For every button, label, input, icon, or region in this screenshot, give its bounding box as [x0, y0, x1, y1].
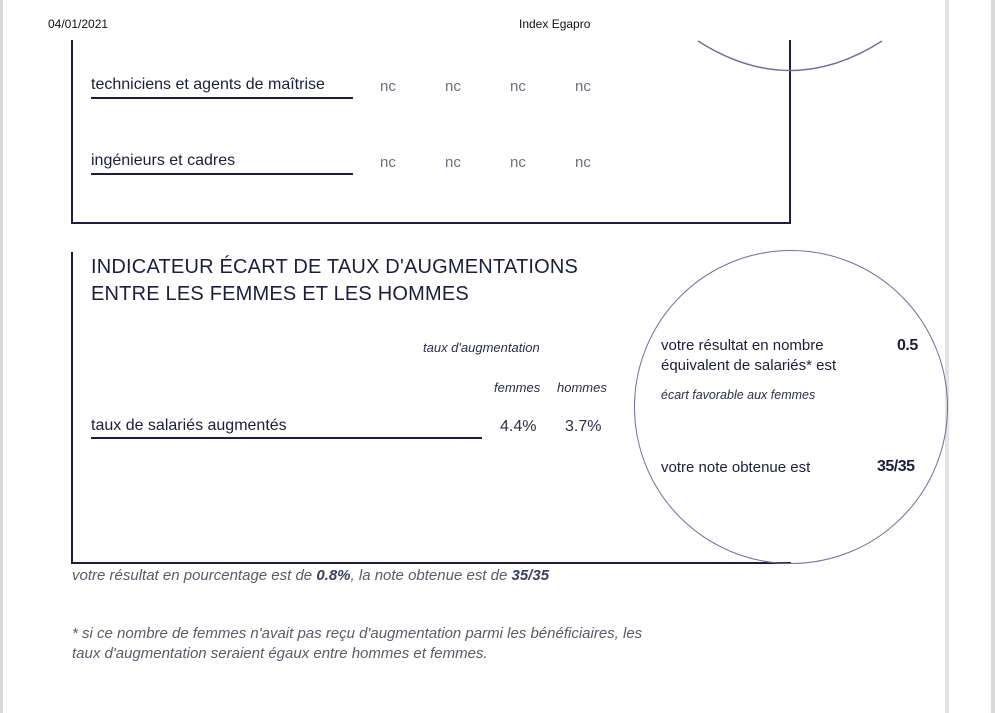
- result-label-line2: équivalent de salariés* est: [661, 357, 837, 374]
- column-header-women: femmes: [494, 380, 541, 395]
- section-left-border: [71, 40, 73, 224]
- section-bottom-border-right: [615, 222, 791, 224]
- men-value: 3.7%: [565, 418, 602, 435]
- score-label: votre note obtenue est: [661, 459, 811, 476]
- header-title: Index Egapro: [519, 17, 591, 31]
- footnote-line1: * si ce nombre de femmes n'avait pas reçu d'augmentation parmi les bénéficiaires, les: [72, 625, 643, 642]
- score-value: 35/35: [877, 458, 915, 475]
- cell-value: nc: [510, 154, 526, 171]
- indicator-left-border: [71, 252, 73, 564]
- section-bottom-border: [71, 222, 615, 224]
- cell-value: nc: [380, 78, 396, 95]
- indicator-title-line2: ENTRE LES FEMMES ET LES HOMMES: [91, 283, 469, 305]
- summary-part1: votre résultat en pourcentage est de: [72, 567, 317, 584]
- page-edge-left: [0, 0, 3, 713]
- result-circle: [634, 250, 948, 564]
- cell-value: nc: [380, 154, 396, 171]
- indicator-title-line1: INDICATEUR ÉCART DE TAUX D'AUGMENTATIONS: [91, 256, 579, 278]
- row-underline: [91, 173, 353, 175]
- summary-percent: 0.8%: [316, 567, 351, 584]
- result-label-line1: votre résultat en nombre: [661, 337, 824, 354]
- row-label-technicians: techniciens et agents de maîtrise: [91, 76, 325, 93]
- cell-value: nc: [575, 78, 591, 95]
- result-value: 0.5: [897, 337, 918, 354]
- indicator-bottom-border: [71, 562, 791, 564]
- page-edge-right: [945, 0, 949, 713]
- footnote: [72, 624, 752, 664]
- previous-result-circle: [690, 30, 890, 75]
- indicator-title: [91, 254, 578, 308]
- footnote-line2: taux d'augmentation seraient égaux entre hommes et femmes.: [72, 645, 488, 662]
- group-header: taux d'augmentation: [423, 340, 540, 355]
- cell-value: nc: [445, 154, 461, 171]
- row-label-engineers: ingénieurs et cadres: [91, 152, 236, 169]
- women-value: 4.4%: [500, 418, 537, 435]
- summary-line: [72, 567, 549, 584]
- cell-value: nc: [445, 78, 461, 95]
- result-label: [661, 336, 836, 376]
- row-underline: [91, 97, 353, 99]
- summary-part2: , la note obtenue est de: [350, 567, 512, 584]
- summary-score: 35/35: [511, 567, 550, 584]
- row-label-raised-employees: taux de salariés augmentés: [91, 417, 287, 434]
- column-header-men: hommes: [557, 380, 607, 395]
- row-underline: [91, 437, 482, 439]
- header-date: 04/01/2021: [48, 17, 109, 31]
- favor-note: écart favorable aux femmes: [661, 388, 816, 402]
- scrollbar-track[interactable]: [991, 0, 995, 713]
- cell-value: nc: [510, 78, 526, 95]
- cell-value: nc: [575, 154, 591, 171]
